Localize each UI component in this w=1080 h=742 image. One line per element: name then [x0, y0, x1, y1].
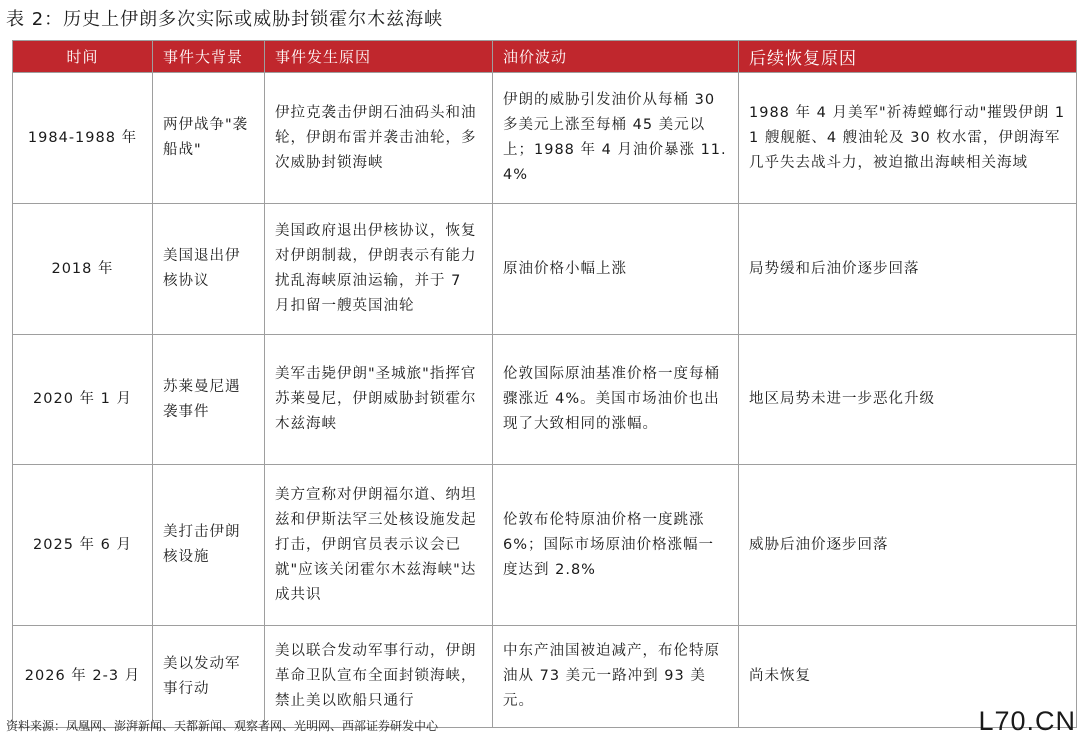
table-caption: 表 2：历史上伊朗多次实际或威胁封锁霍尔木兹海峡 [6, 9, 444, 30]
cell-background: 美以发动军事行动 [153, 626, 265, 728]
header-time: 时间 [13, 41, 153, 73]
cell-background: 苏莱曼尼遇袭事件 [153, 335, 265, 465]
cell-time: 1984-1988 年 [13, 73, 153, 204]
cell-cause: 伊拉克袭击伊朗石油码头和油轮，伊朗布雷并袭击油轮，多次威胁封锁海峡 [265, 73, 493, 204]
header-background: 事件大背景 [153, 41, 265, 73]
cell-cause: 美方宣称对伊朗福尔道、纳坦兹和伊斯法罕三处核设施发起打击，伊朗官员表示议会已就"应该关闭霍尔木兹海峡"达成共识 [265, 465, 493, 626]
cell-oil: 原油价格小幅上涨 [493, 204, 739, 335]
table-row [13, 204, 1077, 335]
cell-cause: 美军击毙伊朗"圣城旅"指挥官苏莱曼尼，伊朗威胁封锁霍尔木兹海峡 [265, 335, 493, 465]
cell-recovery: 地区局势未进一步恶化升级 [739, 335, 1077, 465]
cell-time: 2025 年 6 月 [13, 465, 153, 626]
table-header-row [13, 41, 1077, 73]
cell-background: 美国退出伊核协议 [153, 204, 265, 335]
cell-time: 2026 年 2-3 月 [13, 626, 153, 728]
cell-recovery: 1988 年 4 月美军"祈祷螳螂行动"摧毁伊朗 11 艘舰艇、4 艘油轮及 30 枚水雷，伊朗海军几乎失去战斗力，被迫撤出海峡相关海域 [739, 73, 1077, 204]
header-recovery: 后续恢复原因 [739, 41, 1077, 73]
watermark-logo: L70.CN [978, 706, 1076, 736]
cell-recovery: 局势缓和后油价逐步回落 [739, 204, 1077, 335]
header-oil: 油价波动 [493, 41, 739, 73]
cell-background: 两伊战争"袭船战" [153, 73, 265, 204]
table-row [13, 335, 1077, 465]
cell-cause: 美以联合发动军事行动，伊朗革命卫队宣布全面封锁海峡，禁止美以欧船只通行 [265, 626, 493, 728]
cell-time: 2020 年 1 月 [13, 335, 153, 465]
header-cause: 事件发生原因 [265, 41, 493, 73]
table-row [13, 626, 1077, 728]
cell-cause: 美国政府退出伊核协议，恢复对伊朗制裁，伊朗表示有能力扰乱海峡原油运输，并于 7 月扣留一艘英国油轮 [265, 204, 493, 335]
cell-oil: 伊朗的威胁引发油价从每桶 30 多美元上涨至每桶 45 美元以上；1988 年 4 月油价暴涨 11.4% [493, 73, 739, 204]
cell-oil: 伦敦国际原油基准价格一度每桶骤涨近 4%。美国市场油价也出现了大致相同的涨幅。 [493, 335, 739, 465]
table-row [13, 73, 1077, 204]
cell-oil: 中东产油国被迫减产，布伦特原油从 73 美元一路冲到 93 美元。 [493, 626, 739, 728]
cell-background: 美打击伊朗核设施 [153, 465, 265, 626]
events-table [12, 40, 1077, 728]
cell-time: 2018 年 [13, 204, 153, 335]
cell-recovery: 威胁后油价逐步回落 [739, 465, 1077, 626]
cell-recovery: 尚未恢复 [739, 626, 1077, 728]
table-row [13, 465, 1077, 626]
cell-oil: 伦敦布伦特原油价格一度跳涨 6%；国际市场原油价格涨幅一度达到 2.8% [493, 465, 739, 626]
source-note: 资料来源：凤凰网、澎湃新闻、天都新闻、观察者网、光明网、西部证券研发中心 [6, 719, 439, 733]
